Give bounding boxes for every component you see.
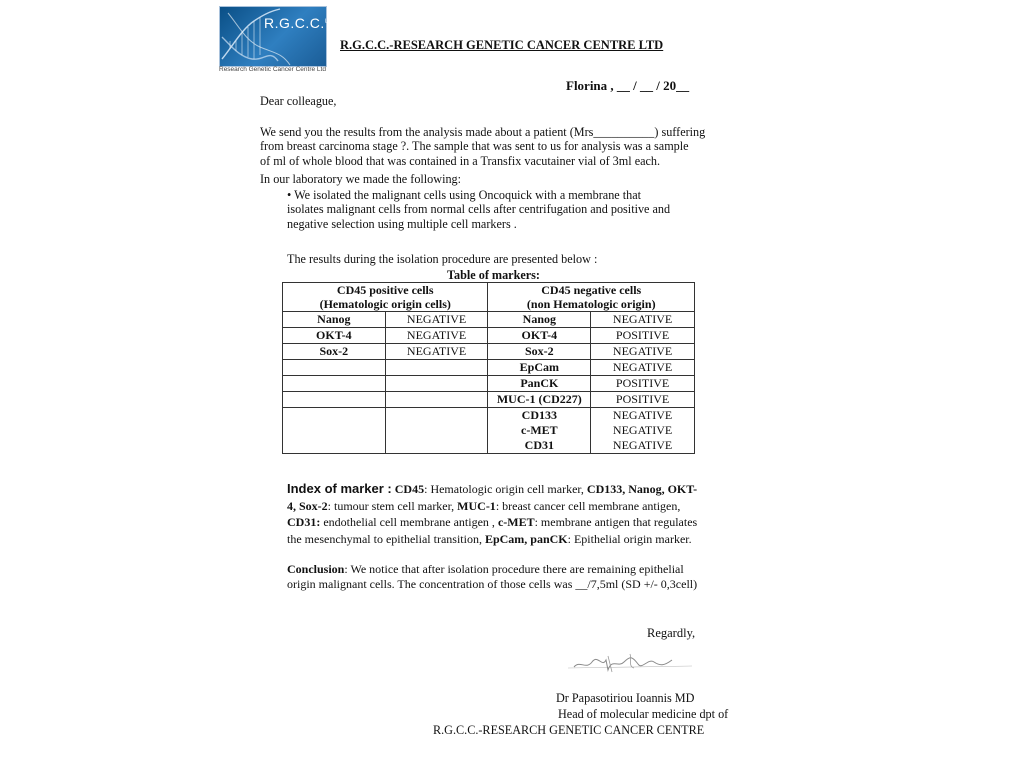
index-line xyxy=(287,481,698,498)
place-date: Florina , __ / __ / 20__ xyxy=(566,78,690,93)
right-marker: c-MET xyxy=(521,423,558,437)
organization-title: R.G.C.C.-RESEARCH GENETIC CANCER CENTRE LTD xyxy=(340,38,664,52)
index-line xyxy=(287,531,693,548)
index-label: Index of marker : xyxy=(287,481,392,496)
header-cd45-negative xyxy=(488,283,695,312)
bullet-line: • We isolated the malignant cells using Oncoquick with a membrane that xyxy=(287,188,642,202)
header-left-line1: CD45 positive cells xyxy=(336,283,434,297)
left-marker: OKT-4 xyxy=(283,328,386,344)
right-result: POSITIVE xyxy=(591,328,695,344)
index-term: CD45 xyxy=(394,482,425,496)
left-result-empty xyxy=(385,408,488,454)
results-intro: The results during the isolation procedure are presented below : xyxy=(287,252,598,266)
index-term: c-MET xyxy=(497,515,535,529)
logo-ltd: Ltd xyxy=(324,18,334,25)
conclusion-line: origin malignant cells. The concentration of those cells was __/7,5ml (SD +/- 0,3cell) xyxy=(287,577,698,591)
right-result: NEGATIVE xyxy=(591,344,695,360)
signature-image xyxy=(568,650,692,676)
intro-paragraph xyxy=(260,125,706,168)
left-result xyxy=(385,376,488,392)
logo-name: R.G.C.C. xyxy=(264,15,325,31)
conclusion-text: : We notice that after isolation procedure there are remaining epithelial xyxy=(344,562,684,576)
intro-line: from breast carcinoma stage ?. The sample that was sent to us for analysis was a sample xyxy=(260,139,689,154)
markers-table xyxy=(282,282,695,454)
table-title: Table of markers: xyxy=(447,268,540,282)
index-term: CD31: xyxy=(287,515,321,529)
logo-banner xyxy=(219,6,334,67)
logo-subtitle: Research Genetic Cancer Centre Ltd xyxy=(219,66,326,73)
index-text: : Epithelial origin marker. xyxy=(567,531,692,546)
bullet-line: isolates malignant cells from normal cells after centrifugation and positive and xyxy=(287,202,671,217)
right-result: POSITIVE xyxy=(591,392,695,408)
left-result: NEGATIVE xyxy=(385,328,488,344)
table-row xyxy=(283,328,695,344)
index-term: CD133, Nanog, OKT- xyxy=(586,482,698,496)
intro-line: We send you the results from the analysis made about a patient (Mrs__________) suffering xyxy=(260,125,706,139)
signer-name: Dr Papasotiriou Ioannis MD xyxy=(556,691,695,705)
right-marker: PanCK xyxy=(488,376,591,392)
left-marker xyxy=(283,360,386,376)
right-marker: EpCam xyxy=(488,360,591,376)
bullet-line: negative selection using multiple cell markers . xyxy=(287,216,517,231)
signer-title: Head of molecular medicine dpt of xyxy=(558,707,729,721)
conclusion-line xyxy=(287,562,693,577)
company-logo xyxy=(219,6,334,76)
index-term: 4, Sox-2 xyxy=(287,498,328,513)
left-marker: Sox-2 xyxy=(283,344,386,360)
conclusion-paragraph xyxy=(287,562,698,592)
right-result: NEGATIVE xyxy=(591,360,695,376)
right-marker: Nanog xyxy=(488,312,591,328)
left-result: NEGATIVE xyxy=(385,344,488,360)
index-text: endothelial cell membrane antigen , xyxy=(320,515,498,529)
header-cd45-positive xyxy=(283,283,488,312)
index-line xyxy=(287,498,693,515)
salutation: Dear colleague, xyxy=(260,94,337,108)
table-header-row xyxy=(283,283,695,312)
left-result xyxy=(385,360,488,376)
conclusion-label: Conclusion xyxy=(287,562,345,576)
index-text: the mesenchymal to epithelial transition, xyxy=(287,531,485,546)
header-left-line2: (Hematologic origin cells) xyxy=(319,297,451,311)
index-text: : membrane antigen that regulates xyxy=(534,515,698,529)
right-marker-group xyxy=(488,408,591,454)
index-line xyxy=(287,514,698,531)
table-row xyxy=(283,312,695,328)
index-text: : tumour stem cell marker, xyxy=(327,498,458,513)
marker-index xyxy=(287,481,698,547)
signer-organization: R.G.C.C.-RESEARCH GENETIC CANCER CENTRE xyxy=(433,723,705,737)
index-text: : breast cancer cell membrane antigen, xyxy=(495,498,681,513)
right-result: NEGATIVE xyxy=(591,312,695,328)
regards: Regardly, xyxy=(647,626,696,640)
left-result xyxy=(385,392,488,408)
lab-line: In our laboratory we made the following: xyxy=(260,172,462,186)
table-row xyxy=(283,392,695,408)
left-result: NEGATIVE xyxy=(385,312,488,328)
right-marker: MUC-1 (CD227) xyxy=(488,392,591,408)
right-result-group xyxy=(591,408,695,454)
right-result: POSITIVE xyxy=(591,376,695,392)
left-marker-empty xyxy=(283,408,386,454)
table-row xyxy=(283,376,695,392)
header-right-line1: CD45 negative cells xyxy=(541,283,642,297)
right-result: NEGATIVE xyxy=(612,438,673,452)
left-marker xyxy=(283,392,386,408)
header-right-line2: (non Hematologic origin) xyxy=(526,297,656,311)
right-marker: CD133 xyxy=(521,408,557,422)
index-text: : Hematologic origin cell marker, xyxy=(424,482,587,496)
left-marker: Nanog xyxy=(283,312,386,328)
left-marker xyxy=(283,376,386,392)
intro-line: of ml of whole blood that was contained in a Transfix vacutainer vial of 3ml each. xyxy=(260,153,661,168)
right-result: NEGATIVE xyxy=(612,408,673,422)
table-row xyxy=(283,344,695,360)
table-row xyxy=(283,408,695,454)
table-row xyxy=(283,360,695,376)
index-term: EpCam, panCK xyxy=(484,531,568,546)
right-marker: Sox-2 xyxy=(488,344,591,360)
right-marker: CD31 xyxy=(524,438,554,452)
right-result: NEGATIVE xyxy=(612,423,673,437)
index-term: MUC-1 xyxy=(457,498,496,513)
right-marker: OKT-4 xyxy=(488,328,591,344)
bullet-paragraph xyxy=(287,188,692,231)
